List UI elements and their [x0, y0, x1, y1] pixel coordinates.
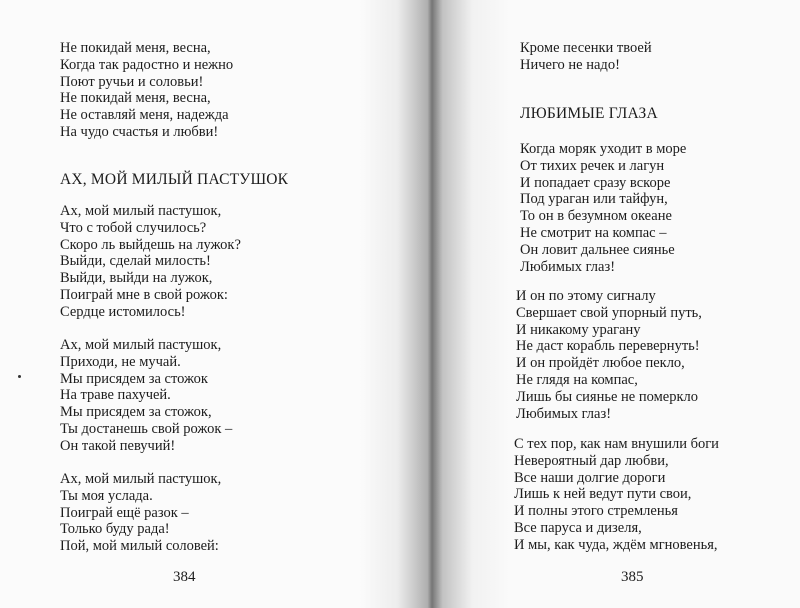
right-stanza-3 [514, 436, 719, 554]
verse-line: Свершает свой упорный путь, [516, 304, 702, 321]
verse-line: Не покидай меня, весна, [60, 40, 211, 56]
right-top-stanza [520, 40, 652, 74]
verse-line: Не смотрит на компас – [520, 224, 667, 241]
verse-line: То он в безумном океане [520, 208, 672, 225]
verse-line: Кроме песенки твоей [520, 40, 652, 56]
verse-line: Не оставляй меня, надежда [60, 107, 229, 124]
verse-line: Невероятный дар любви, [514, 452, 669, 469]
verse-line: Выйди, сделай милость! [60, 253, 211, 270]
verse-line: Все наши долгие дороги [514, 469, 666, 486]
verse-line: И полны этого стремленья [514, 503, 678, 520]
book-spine-gutter [360, 0, 510, 608]
scan-speck [18, 375, 21, 378]
verse-line: Что с тобой случилось? [60, 219, 207, 236]
verse-line: И он по этому сигналу [516, 288, 656, 304]
verse-line: И никакому урагану [516, 321, 641, 338]
verse-line: Поиграй мне в свой рожок: [60, 286, 228, 303]
verse-line: Ты моя услада. [60, 487, 153, 504]
verse-line: На траве пахучей. [60, 387, 171, 404]
verse-line: Когда так радостно и нежно [60, 56, 234, 73]
left-top-stanza [60, 40, 233, 141]
verse-line: Лишь к ней ведут пути свои, [514, 486, 692, 503]
verse-line: Когда моряк уходит в море [520, 141, 687, 157]
left-stanza-1 [60, 203, 241, 321]
verse-line: Все паруса и дизеля, [514, 519, 642, 536]
verse-line: Мы присядем за стожок, [60, 404, 212, 421]
verse-line: Любимых глаз! [520, 258, 616, 275]
verse-line: Ах, мой милый пастушок, [60, 471, 222, 487]
verse-line: Пой, мой милый соловей: [60, 538, 219, 555]
verse-line: Поют ручьи и соловьи! [60, 73, 204, 90]
verse-line: И попадает сразу вскоре [520, 174, 671, 191]
verse-line: И он пройдёт любое пекло, [516, 355, 685, 372]
verse-line: Ничего не надо! [520, 56, 620, 73]
verse-line: Скоро ль выйдешь на лужок? [60, 236, 241, 253]
left-stanza-3 [60, 471, 221, 555]
verse-line: Выйди, выйди на лужок, [60, 270, 213, 287]
verse-line: Под ураган или тайфун, [520, 191, 668, 208]
verse-line: Ах, мой милый пастушок, [60, 203, 222, 219]
left-poem-title: АХ, МОЙ МИЛЫЙ ПАСТУШОК [60, 171, 289, 188]
verse-line: Любимых глаз! [516, 405, 612, 422]
right-page-number: 385 [621, 569, 644, 585]
verse-line: Не даст корабль перевернуть! [516, 338, 700, 355]
verse-line: Мы присядем за стожок [60, 370, 208, 387]
verse-line: И мы, как чуда, ждём мгновенья, [514, 536, 718, 553]
verse-line: Не покидай меня, весна, [60, 90, 211, 107]
verse-line: С тех пор, как нам внушили боги [514, 436, 719, 452]
verse-line: Лишь бы сиянье не померкло [516, 388, 698, 405]
right-poem-title: ЛЮБИМЫЕ ГЛАЗА [520, 105, 658, 122]
verse-line: Сердце истомилось! [60, 303, 186, 320]
verse-line: Не глядя на компас, [516, 371, 638, 388]
verse-line: Только буду рада! [60, 521, 170, 538]
left-stanza-2 [60, 337, 232, 455]
verse-line: На чудо счастья и любви! [60, 123, 219, 140]
verse-line: Он ловит дальнее сиянье [520, 241, 675, 258]
verse-line: Поиграй ещё разок – [60, 504, 189, 521]
verse-line: Ах, мой милый пастушок, [60, 337, 222, 353]
right-stanza-2 [516, 288, 702, 422]
verse-line: Он такой певучий! [60, 437, 176, 454]
left-page-number: 384 [173, 569, 196, 585]
verse-line: От тихих речек и лагун [520, 157, 665, 174]
verse-line: Ты достанешь свой рожок – [60, 420, 233, 437]
verse-line: Приходи, не мучай. [60, 353, 181, 370]
right-stanza-1 [520, 141, 686, 275]
